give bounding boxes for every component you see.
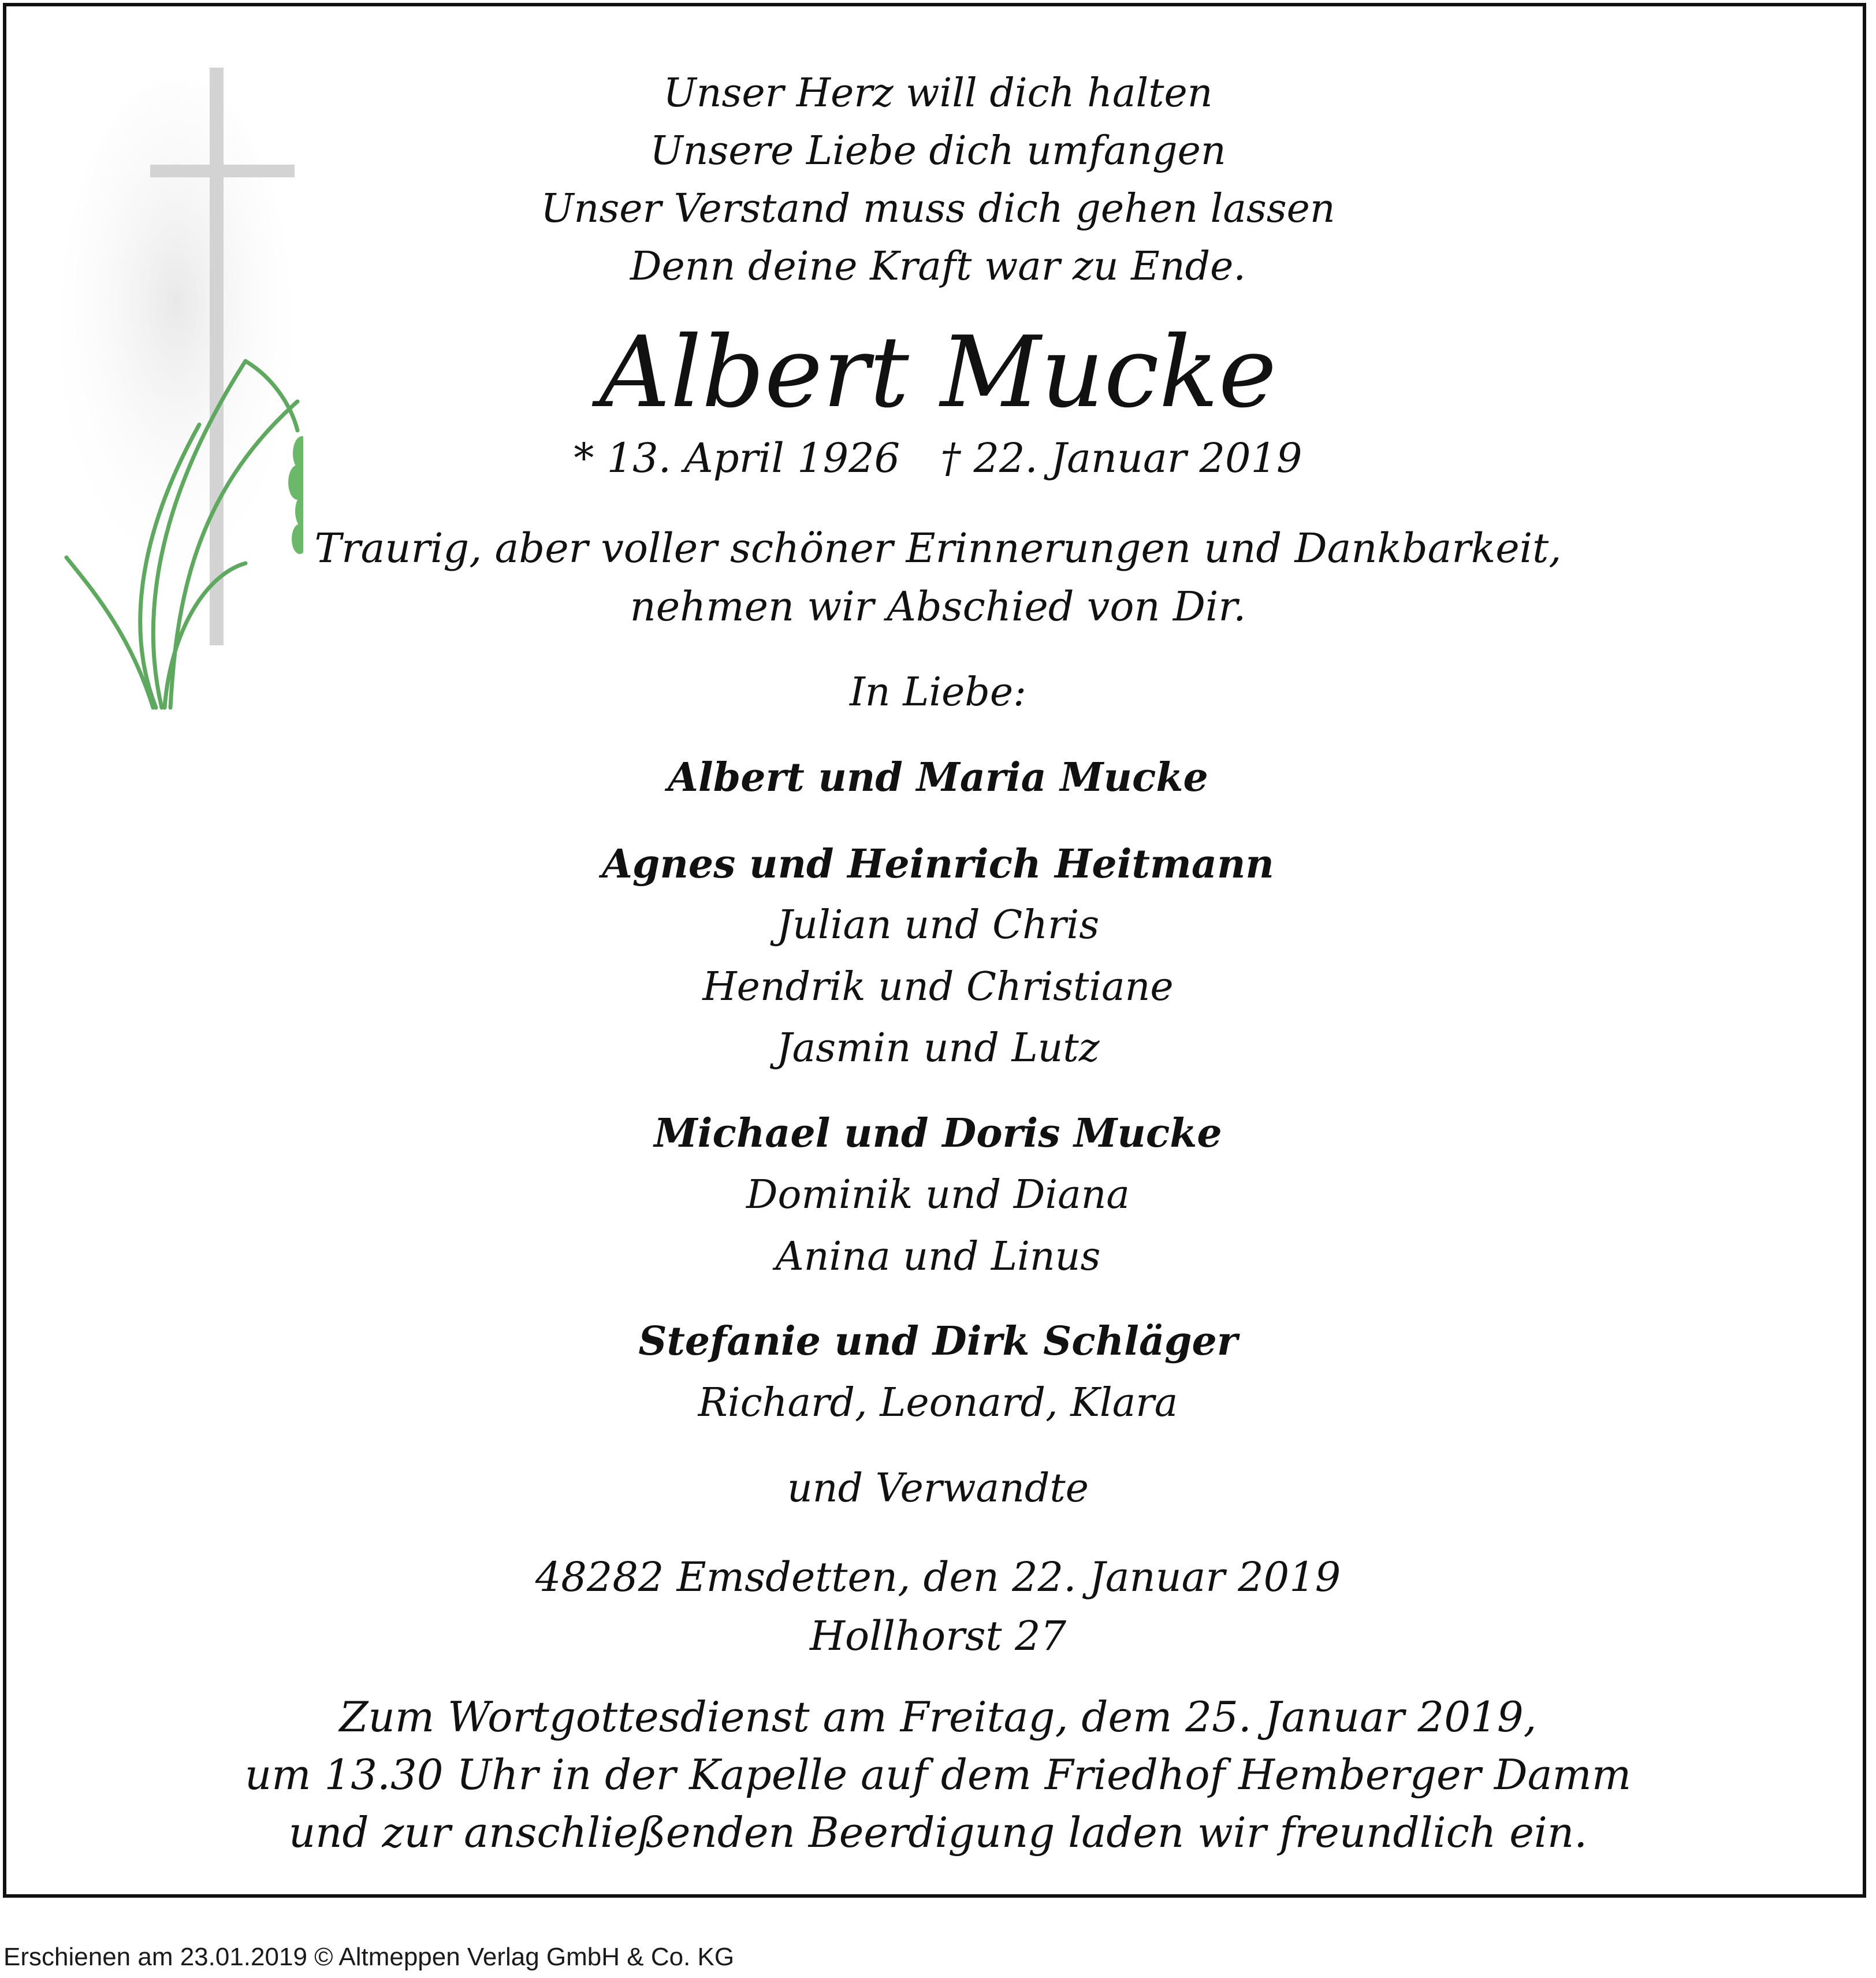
place-date: 48282 Emsdetten, den 22. Januar 2019 xyxy=(535,1553,1341,1601)
birth-date: * 13. April 1926 xyxy=(574,434,900,482)
family-head: Stefanie und Dirk Schläger xyxy=(638,1318,1238,1364)
verse-line: Unser Verstand muss dich gehen lassen xyxy=(541,186,1335,232)
family-child: Jasmin und Lutz xyxy=(776,1025,1100,1071)
service-line: und zur anschließenden Beerdigung laden wir freundlich ein. xyxy=(288,1808,1588,1857)
street-address: Hollhorst 27 xyxy=(809,1612,1067,1660)
verse-line: Unsere Liebe dich umfangen xyxy=(650,128,1226,174)
family-head: Agnes und Heinrich Heitmann xyxy=(602,841,1274,887)
verse-line: Unser Herz will dich halten xyxy=(663,70,1213,116)
family-head: Michael und Doris Mucke xyxy=(654,1110,1222,1157)
family-child: Richard, Leonard, Klara xyxy=(698,1380,1178,1426)
verse-line: Denn deine Kraft war zu Ende. xyxy=(630,244,1246,289)
deceased-name: Albert Mucke xyxy=(599,315,1277,430)
family-child: Dominik und Diana xyxy=(746,1172,1130,1218)
service-line: Zum Wortgottesdienst am Freitag, dem 25. Januar 2019, xyxy=(339,1693,1537,1741)
family-head: Albert und Maria Mucke xyxy=(668,754,1208,801)
death-date: † 22. Januar 2019 xyxy=(940,434,1302,482)
family-child: Hendrik und Christiane xyxy=(702,964,1174,1010)
family-child: Julian und Chris xyxy=(776,902,1100,948)
farewell-line: Traurig, aber voller schöner Erinnerungen und Dankbarkeit, xyxy=(314,525,1562,572)
publication-footer: Erschienen am 23.01.2019 © Altmeppen Verlag GmbH & Co. KG xyxy=(3,1943,735,1971)
family-child: Anina und Linus xyxy=(775,1234,1101,1280)
life-dates xyxy=(0,434,1876,482)
service-line: um 13.30 Uhr in der Kapelle auf dem Friedhof Hemberger Damm xyxy=(244,1750,1632,1799)
relatives-line: und Verwandte xyxy=(787,1466,1089,1511)
mourners-intro: In Liebe: xyxy=(849,670,1027,715)
farewell-line: nehmen wir Abschied von Dir. xyxy=(630,583,1246,630)
